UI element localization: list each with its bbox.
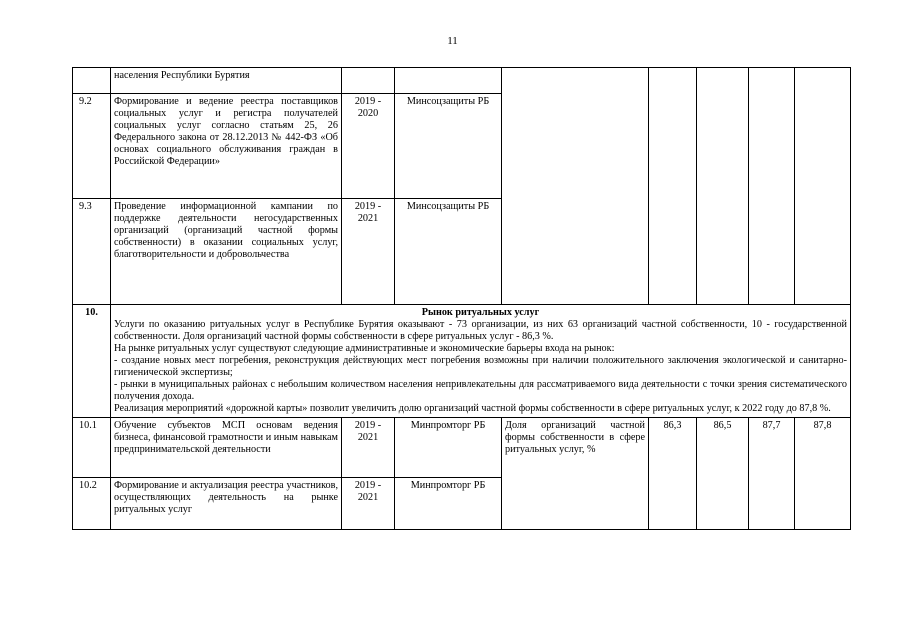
row-years: 2019 - 2020	[342, 94, 395, 199]
value-cell-empty	[749, 68, 795, 305]
row-number: 9.3	[73, 199, 111, 305]
value-2022: 87,8	[795, 418, 851, 530]
row-description: Формирование и актуализация реестра участников, осуществляющих деятельность на рынке ритуальных услуг	[111, 478, 342, 530]
value-2019: 86,3	[649, 418, 697, 530]
section-title: Рынок ритуальных услуг	[421, 307, 540, 318]
roadmap-table	[72, 67, 851, 530]
row-organization: Минсоцзащиты РБ	[395, 94, 502, 199]
value-cell-empty	[795, 68, 851, 305]
section-row	[73, 305, 851, 418]
value-cell-empty	[697, 68, 749, 305]
section-paragraph: Услуги по оказанию ритуальных услуг в Республике Бурятия оказывают - 73 организации, из них 63 организаций частной собственности, 10 - государственной собственности. Доля организаций частной формы собственности в сфере ритуальных услуг - 86,3 %.	[114, 319, 847, 342]
section-paragraph: Реализация мероприятий «дорожной карты» позволит увеличить долю организаций частной формы собственности в сфере ритуальных услуг, к 2022 году до 87,8 %.	[114, 403, 831, 414]
value-cell-empty	[649, 68, 697, 305]
section-paragraph: На рынке ритуальных услуг существуют следующие административные и экономические барьеры входа на рынок:	[114, 343, 615, 354]
row-organization: Минсоцзащиты РБ	[395, 199, 502, 305]
row-years: 2019 - 2021	[342, 478, 395, 530]
section-body	[111, 305, 851, 418]
row-years: 2019 - 2021	[342, 418, 395, 478]
indicator-cell: Доля организаций частной формы собственности в сфере ритуальных услуг, %	[502, 418, 649, 530]
row-number: 9.2	[73, 94, 111, 199]
row-description: Проведение информационной кампании по поддержке деятельности негосударственных организаций (организаций частной формы собственности) в оказании социальных услуг, благотворительности и добровольчества	[111, 199, 342, 305]
section-number: 10.	[73, 305, 111, 418]
page-number: 11	[447, 35, 458, 47]
table-row	[73, 418, 851, 478]
value-2021: 87,7	[749, 418, 795, 530]
row-years: 2019 - 2021	[342, 199, 395, 305]
row-organization	[395, 68, 502, 94]
row-description: населения Республики Бурятия	[111, 68, 342, 94]
table-row	[73, 68, 851, 94]
row-years	[342, 68, 395, 94]
indicator-cell-empty	[502, 68, 649, 305]
section-paragraph: - создание новых мест погребения, реконструкция действующих мест погребения возможны при наличии положительного заключения экологической и санитарно-гигиенической экспертизы;	[114, 355, 847, 378]
row-organization: Минпромторг РБ	[395, 418, 502, 478]
row-description: Обучение субъектов МСП основам ведения бизнеса, финансовой грамотности и иным навыкам предпринимательской деятельности	[111, 418, 342, 478]
section-paragraph: - рынки в муниципальных районах с небольшим количеством населения непривлекательны для рассматриваемого вида деятельности с точки зрения систематического получения дохода.	[114, 379, 847, 402]
row-number: 10.1	[73, 418, 111, 478]
row-description: Формирование и ведение реестра поставщиков социальных услуг и регистра получателей социальных услуг согласно статьям 25, 26 Федерального закона от 28.12.2013 № 442-ФЗ «Об основах социального обслуживания граждан в Российской Федерации»	[111, 94, 342, 199]
row-number: 10.2	[73, 478, 111, 530]
row-number	[73, 68, 111, 94]
value-2020: 86,5	[697, 418, 749, 530]
row-organization: Минпромторг РБ	[395, 478, 502, 530]
